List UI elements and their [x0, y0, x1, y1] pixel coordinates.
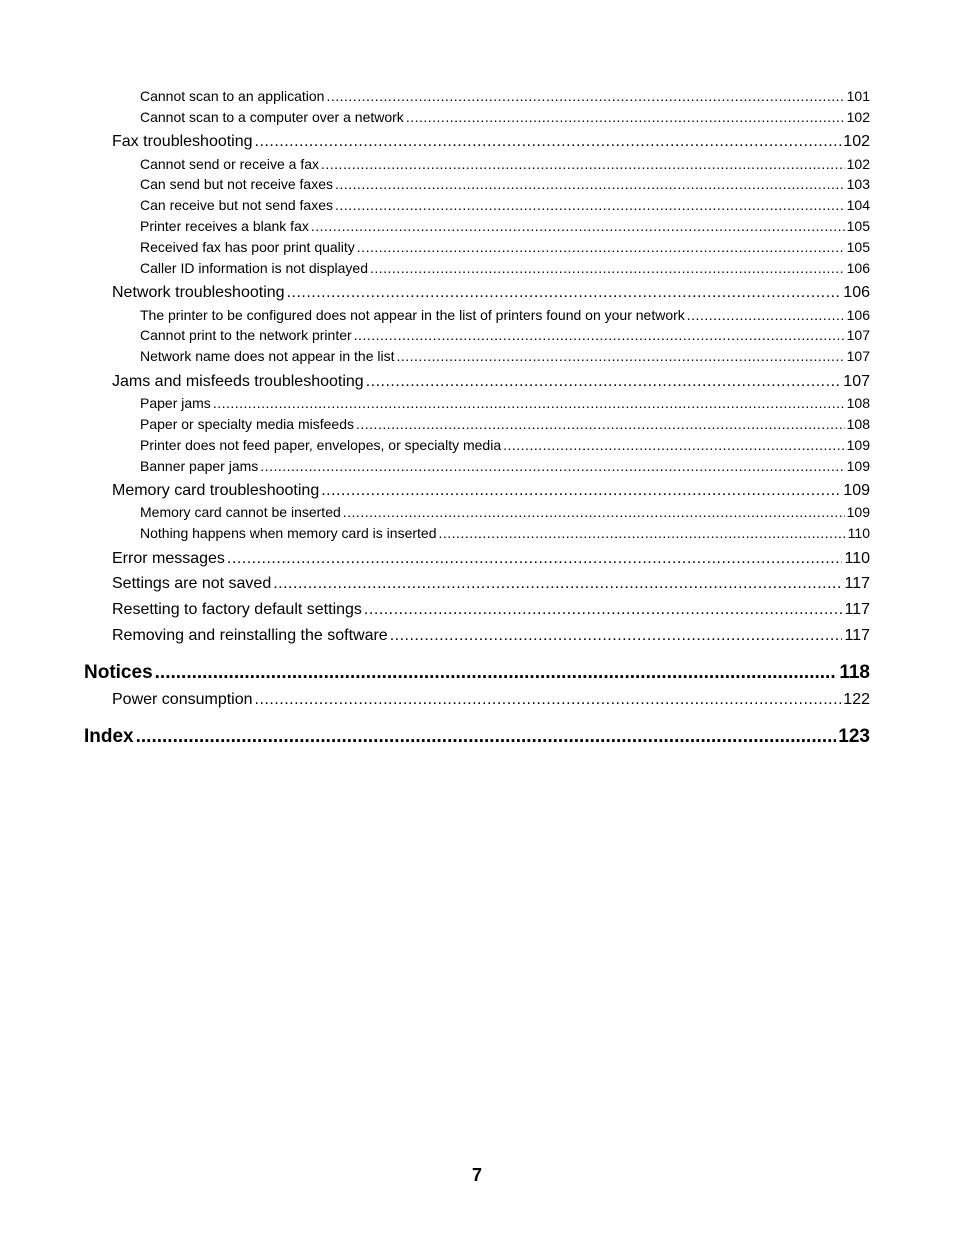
toc-section-entry[interactable]	[112, 482, 870, 500]
toc-dot-leader	[260, 458, 844, 474]
toc-subsection-entry[interactable]	[140, 525, 870, 541]
toc-entry-page: 110	[847, 525, 870, 541]
page-number: 7	[471, 1165, 482, 1185]
toc-entry-title: Network troubleshooting	[112, 284, 285, 301]
toc-section-entry[interactable]	[112, 550, 870, 568]
toc-subsection-entry[interactable]	[140, 504, 870, 520]
toc-subsection-entry[interactable]	[140, 416, 870, 432]
toc-section-entry[interactable]	[112, 627, 870, 645]
toc-entry-title: Error messages	[112, 550, 225, 567]
toc-entry-page: 117	[844, 575, 870, 592]
toc-section-entry[interactable]	[112, 575, 870, 593]
toc-subsection-entry[interactable]	[140, 156, 870, 172]
toc-entry-page: 101	[846, 88, 870, 104]
toc-entry-page: 117	[844, 601, 870, 618]
toc-entry-title: Can send but not receive faxes	[140, 176, 334, 192]
toc-entry-page: 106	[843, 284, 870, 301]
toc-entry-page: 106	[846, 307, 870, 323]
toc-section-entry[interactable]	[112, 691, 870, 709]
toc-dot-leader	[227, 550, 843, 568]
toc-dot-leader	[503, 437, 845, 453]
toc-section-entry[interactable]	[112, 284, 870, 302]
toc-entry-title: Received fax has poor print quality	[140, 239, 355, 255]
toc-subsection-entry[interactable]	[140, 218, 870, 234]
toc-subsection-entry[interactable]	[140, 348, 870, 364]
toc-entry-page: 110	[844, 550, 870, 567]
toc-entry-title: Memory card troubleshooting	[112, 482, 320, 499]
toc-dot-leader	[326, 88, 844, 104]
toc-entry-page: 109	[843, 482, 870, 499]
toc-dot-leader	[357, 239, 845, 255]
toc-chapter-entry[interactable]	[84, 726, 870, 748]
toc-chapter-entry[interactable]	[84, 662, 870, 684]
toc-subsection-entry[interactable]	[140, 176, 870, 192]
toc-dot-leader	[439, 525, 846, 541]
toc-entry-title: Printer does not feed paper, envelopes, or specialty media	[140, 437, 502, 453]
toc-entry-title: Power consumption	[112, 691, 253, 708]
toc-dot-leader	[687, 307, 845, 323]
toc-entry-page: 108	[846, 416, 870, 432]
toc-entry-page: 109	[846, 504, 870, 520]
toc-dot-leader	[255, 133, 842, 151]
toc-entry-page: 109	[846, 437, 870, 453]
toc-entry-page: 107	[843, 373, 870, 390]
toc-dot-leader	[213, 395, 845, 411]
toc-entry-page: 104	[846, 197, 870, 213]
toc-entry-page: 118	[839, 662, 870, 683]
toc-entry-page: 102	[846, 109, 870, 125]
toc-entry-title: Banner paper jams	[140, 458, 259, 474]
toc-entry-page: 123	[838, 726, 870, 747]
toc-dot-leader	[396, 348, 844, 364]
toc-entry-title: Nothing happens when memory card is inserted	[140, 525, 437, 541]
toc-subsection-entry[interactable]	[140, 239, 870, 255]
toc-entry-page: 102	[846, 156, 870, 172]
toc-entry-title: Jams and misfeeds troubleshooting	[112, 373, 364, 390]
toc-entry-page: 105	[846, 218, 870, 234]
toc-dot-leader	[356, 416, 845, 432]
toc-entry-title: Resetting to factory default settings	[112, 601, 362, 618]
toc-dot-leader	[354, 327, 845, 343]
toc-entry-title: Caller ID information is not displayed	[140, 260, 368, 276]
toc-entry-title: The printer to be configured does not appear in the list of printers found on your network	[140, 307, 685, 323]
toc-section-entry[interactable]	[112, 601, 870, 619]
toc-dot-leader	[273, 575, 842, 593]
toc-entry-page: 103	[846, 176, 870, 192]
toc-entry-page: 105	[846, 239, 870, 255]
toc-dot-leader	[321, 156, 845, 172]
toc-entry-title: Cannot print to the network printer	[140, 327, 352, 343]
toc-entry-page: 122	[843, 691, 870, 708]
toc-subsection-entry[interactable]	[140, 109, 870, 125]
toc-subsection-entry[interactable]	[140, 197, 870, 213]
toc-entry-title: Cannot scan to an application	[140, 88, 325, 104]
toc-entry-title: Memory card cannot be inserted	[140, 504, 341, 520]
toc-dot-leader	[287, 284, 842, 302]
toc-subsection-entry[interactable]	[140, 307, 870, 323]
toc-subsection-entry[interactable]	[140, 437, 870, 453]
toc-dot-leader	[311, 218, 845, 234]
toc-dot-leader	[366, 373, 842, 391]
toc-section-entry[interactable]	[112, 373, 870, 391]
toc-subsection-entry[interactable]	[140, 458, 870, 474]
toc-entry-page: 102	[843, 133, 870, 150]
toc-dot-leader	[343, 504, 845, 520]
toc-entry-title: Can receive but not send faxes	[140, 197, 334, 213]
toc-subsection-entry[interactable]	[140, 260, 870, 276]
toc-entry-title: Network name does not appear in the list	[140, 348, 395, 364]
toc-entry-page: 107	[846, 348, 870, 364]
toc-dot-leader	[155, 662, 838, 684]
toc-entry-page: 106	[846, 260, 870, 276]
toc-entry-title: Cannot send or receive a fax	[140, 156, 319, 172]
toc-subsection-entry[interactable]	[140, 88, 870, 104]
toc-dot-leader	[321, 482, 841, 500]
toc-entry-page: 109	[846, 458, 870, 474]
toc-entry-title: Paper jams	[140, 395, 211, 411]
toc-entry-title: Fax troubleshooting	[112, 133, 253, 150]
toc-dot-leader	[335, 176, 845, 192]
toc-entry-title: Settings are not saved	[112, 575, 272, 592]
toc-entry-page: 117	[844, 627, 870, 644]
toc-entry-page: 108	[846, 395, 870, 411]
toc-dot-leader	[406, 109, 845, 125]
toc-subsection-entry[interactable]	[140, 395, 870, 411]
toc-entry-title: Paper or specialty media misfeeds	[140, 416, 354, 432]
toc-entry-title: Cannot scan to a computer over a network	[140, 109, 404, 125]
toc-entry-title: Removing and reinstalling the software	[112, 627, 388, 644]
toc-subsection-entry[interactable]	[140, 327, 870, 343]
toc-dot-leader	[335, 197, 845, 213]
toc-entry-page: 107	[846, 327, 870, 343]
toc-dot-leader	[364, 601, 843, 619]
toc-section-entry[interactable]	[112, 133, 870, 151]
toc-entry-title: Notices	[84, 662, 153, 683]
toc-entry-title: Index	[84, 726, 134, 747]
toc-dot-leader	[390, 627, 843, 645]
toc-dot-leader	[136, 726, 837, 748]
toc-dot-leader	[370, 260, 845, 276]
toc-dot-leader	[255, 691, 842, 709]
toc-entry-title: Printer receives a blank fax	[140, 218, 309, 234]
